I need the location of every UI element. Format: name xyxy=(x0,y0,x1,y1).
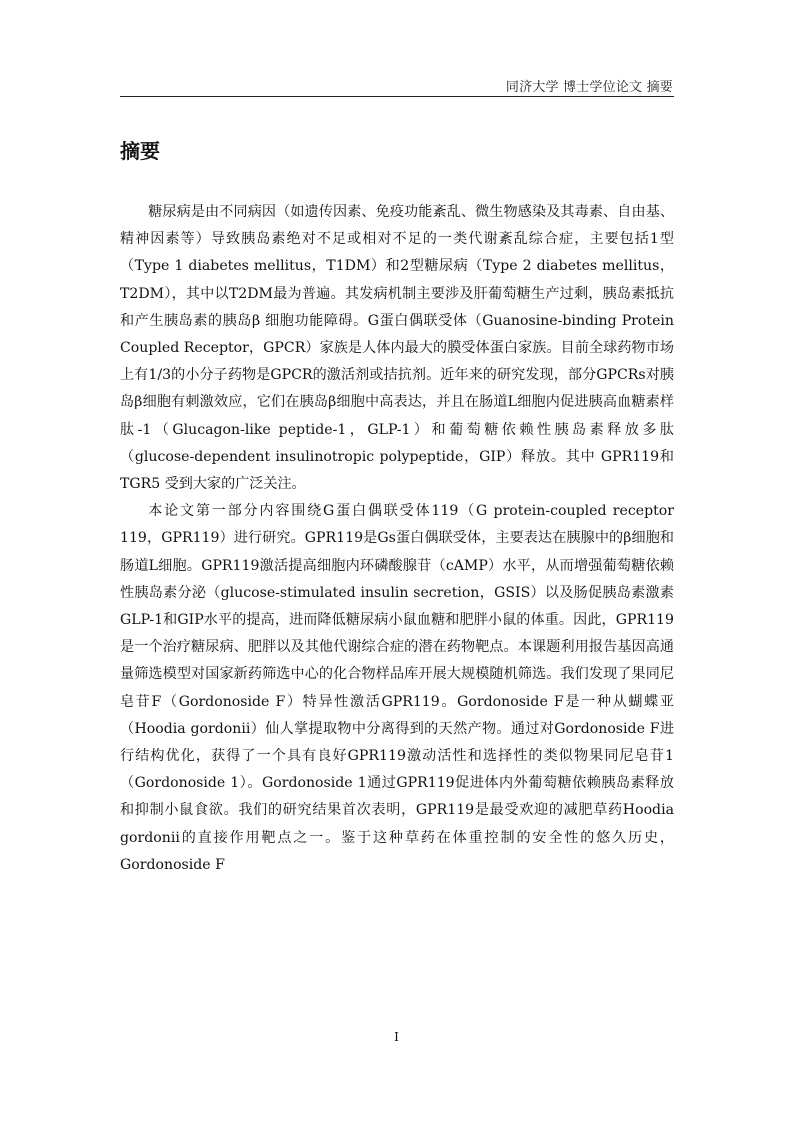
page-title: 摘要 xyxy=(120,139,160,163)
paragraph-gpr119-research: 本论文第一部分内容围绕G蛋白偶联受体119（G protein-coupled receptor 119，GPR119）进行研究。GPR119是Gs蛋白偶联受体，主要表达在胰腺中的β细胞和肠道L细胞。GPR119激活提高细胞内环磷酸腺苷（cAMP）水平，从而增强葡萄糖依赖性胰岛素分泌（glucose-stimulated insulin secretion，GSIS）以及肠促胰岛素激素GLP-1和GIP水平的提高，进而降低糖尿病小鼠血糖和肥胖小鼠的体重。因此，GPR119是一个治疗糖尿病、肥胖以及其他代谢综合症的潜在药物靶点。本课题利用报告基因高通量筛选模型对国家新药筛选中心的化合物样品库开展大规模随机筛选。我们发现了果同尼皂苷F（Gordonoside F）特异性激活GPR119。Gordonoside F是一种从蝴蝶亚（Hoodia gordonii）仙人掌提取物中分离得到的天然产物。通过对Gordonoside F进行结构优化，获得了一个具有良好GPR119激动活性和选择性的类似物果同尼皂苷1（Gordonoside 1）。Gordonoside 1通过GPR119促进体内外葡萄糖依赖胰岛素释放和抑制小鼠食欲。我们的研究结果首次表明，GPR119是最受欢迎的减肥草药Hoodia gordonii的直接作用靶点之一。鉴于这种草药在体重控制的安全性的悠久历史，Gordonoside F xyxy=(120,503,674,873)
header-divider xyxy=(120,96,674,97)
running-header: 同济大学 博士学位论文 摘要 xyxy=(505,80,673,95)
page-number: I xyxy=(394,1030,399,1044)
abstract-body xyxy=(120,199,674,879)
paragraph-diabetes-background: 糖尿病是由不同病因（如遗传因素、免疫功能紊乱、微生物感染及其毒素、自由基、精神因素等）导致胰岛素绝对不足或相对不足的一类代谢紊乱综合症，主要包括1型（Type 1 diabetes mellitus，T1DM）和2型糖尿病（Type 2 diabetes mellitus，T2DM），其中以T2DM最为普遍。其发病机制主要涉及肝葡萄糖生产过剩，胰岛素抵抗和产生胰岛素的胰岛β 细胞功能障碍。G蛋白偶联受体（Guanosine-binding Protein Coupled Receptor，GPCR）家族是人体内最大的膜受体蛋白家族。目前全球药物市场上有1/3的小分子药物是GPCR的激活剂或拮抗剂。近年来的研究发现，部分GPCRs对胰岛β细胞有刺激效应，它们在胰岛β细胞中高表达，并且在肠道L细胞内促进胰高血糖素样肽-1（Glucagon-like peptide-1，GLP-1）和葡萄糖依赖性胰岛素释放多肽（glucose-dependent insulinotropic polypeptide，GIP）释放。其中 GPR119和TGR5 受到大家的广泛关注。 xyxy=(120,204,674,493)
